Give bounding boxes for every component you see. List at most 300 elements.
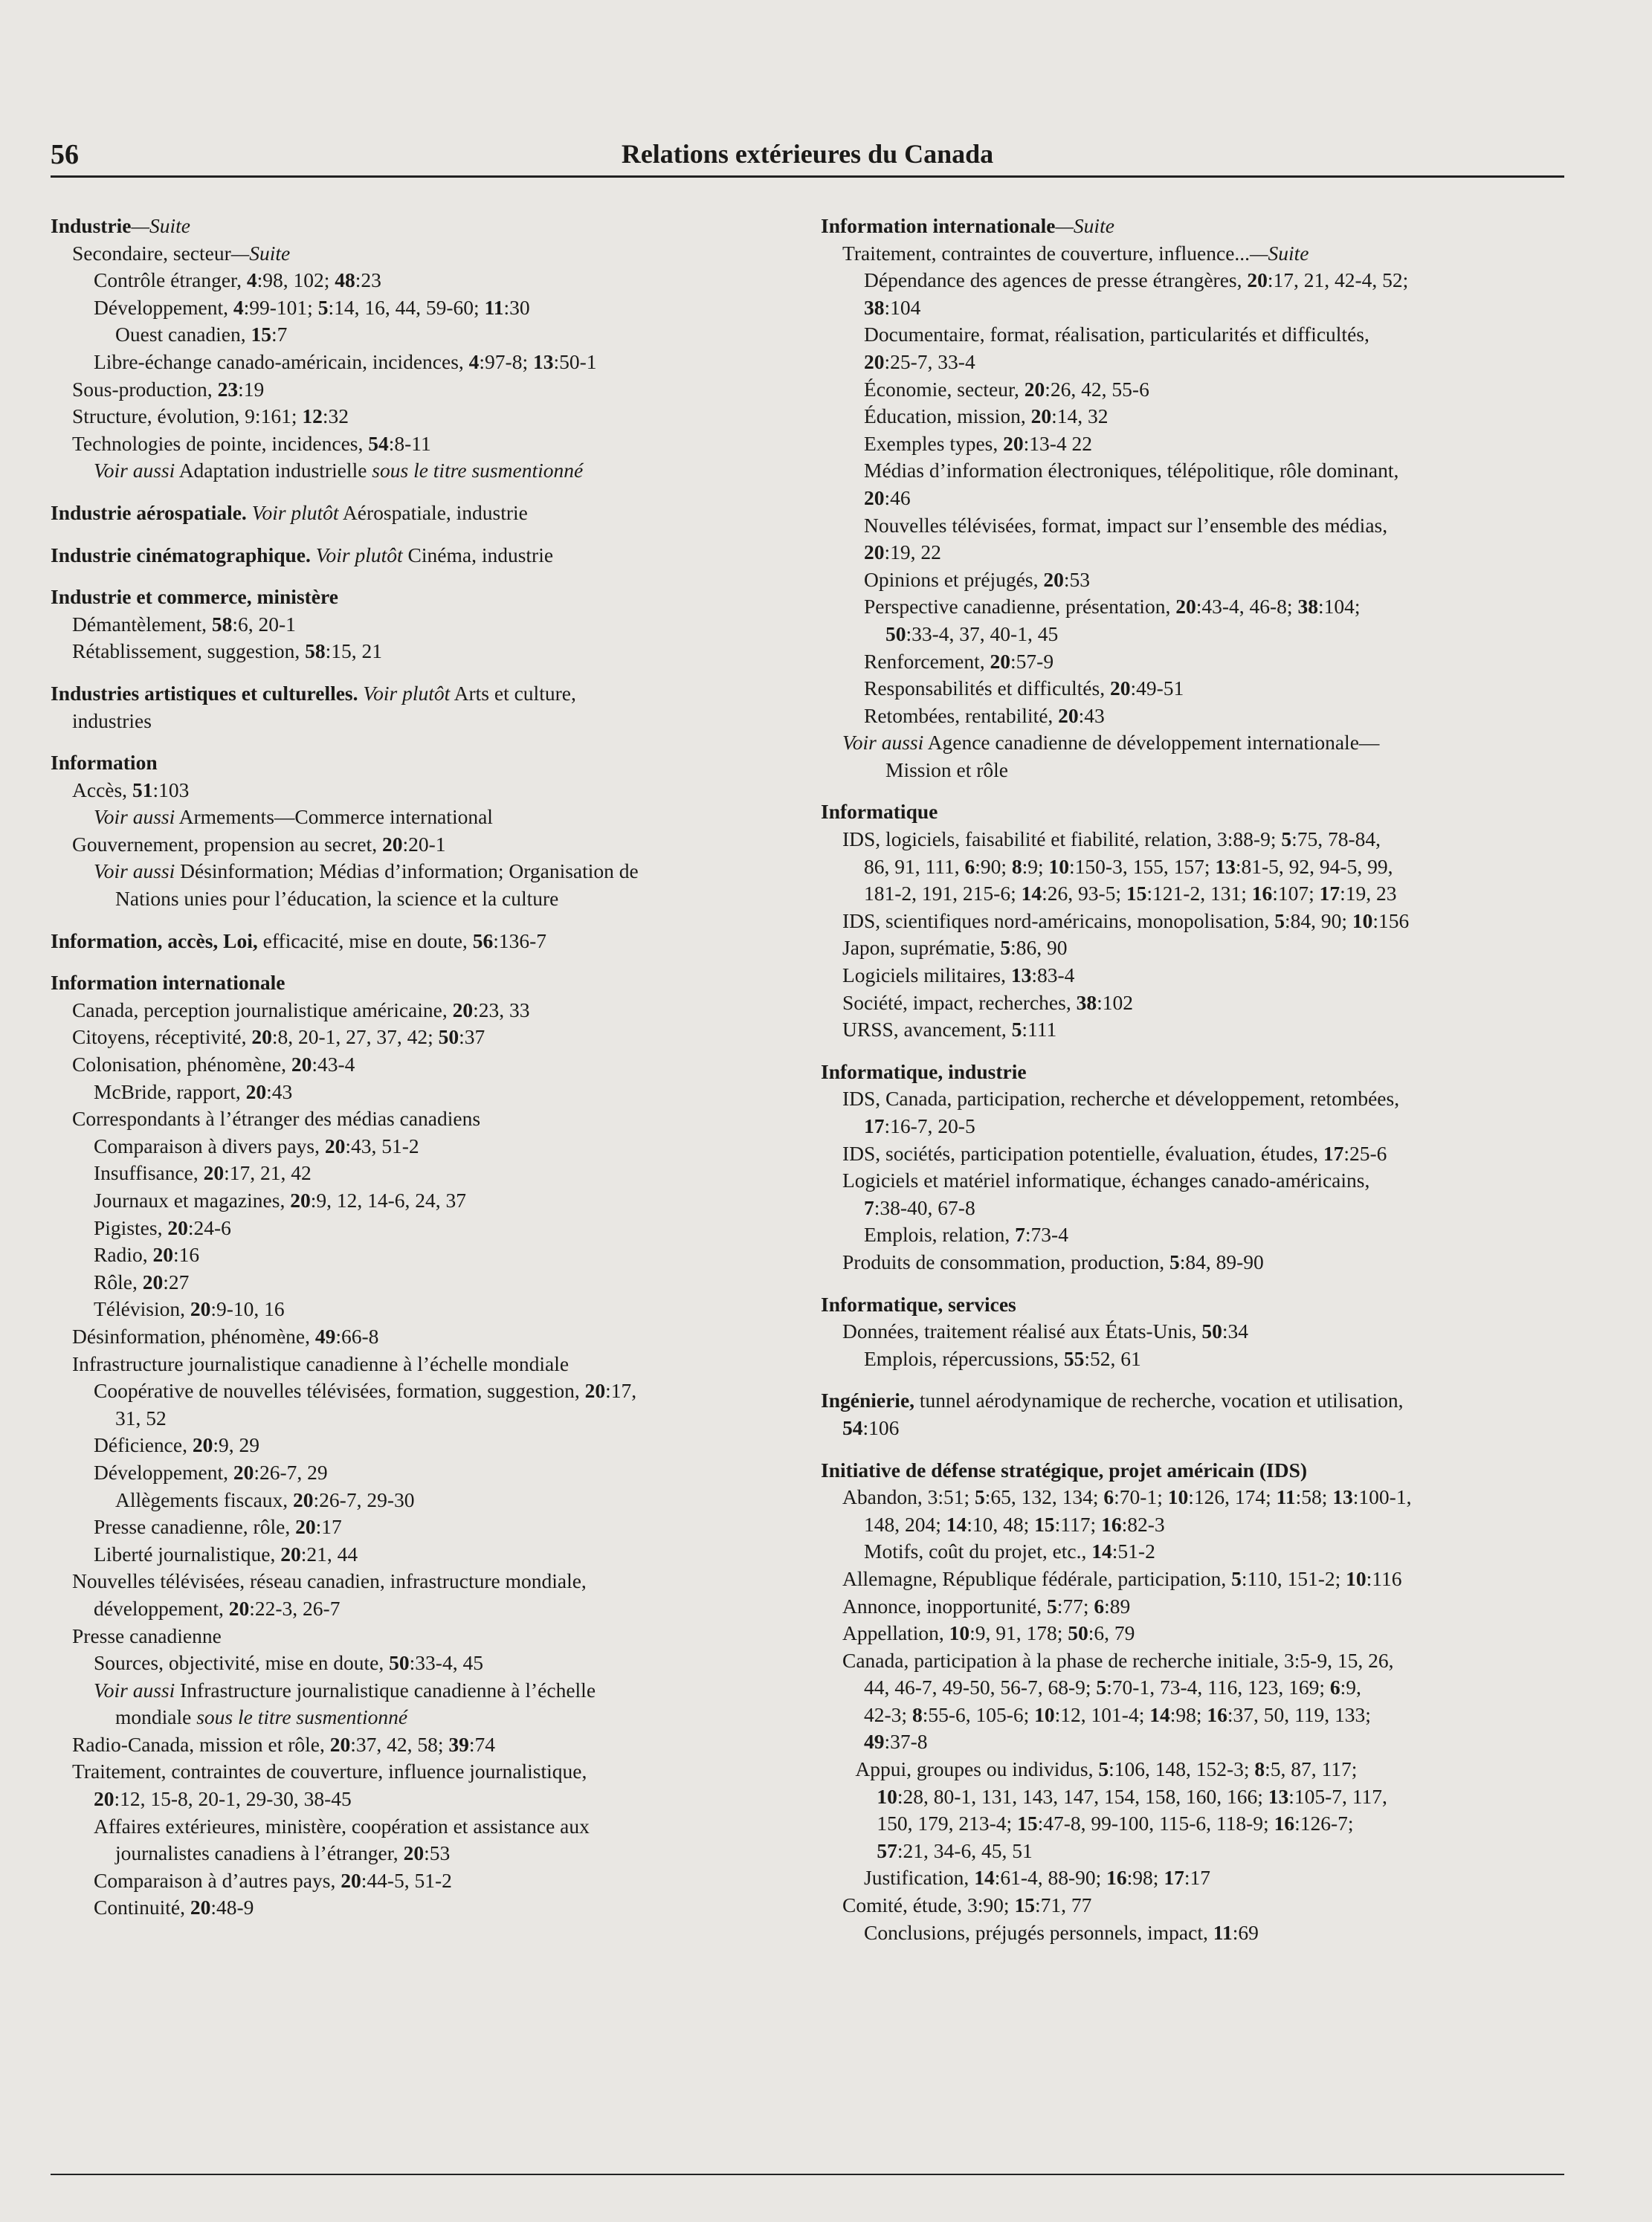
entry-text: Radio-Canada, mission et rôle, — [72, 1732, 330, 1756]
entry-text: Exemples types, — [864, 431, 1004, 455]
index-heading — [51, 542, 794, 569]
index-subentry — [821, 457, 1564, 485]
entry-text: :106 — [862, 1415, 900, 1439]
index-subentry — [821, 1221, 1564, 1249]
index-subentry — [51, 638, 794, 665]
index-subentry — [51, 1296, 794, 1323]
volume-number: 10 — [1352, 908, 1373, 932]
entry-text: :103 — [152, 778, 190, 801]
entry-text: :26-7, 29 — [254, 1460, 328, 1484]
cross-reference: sous le titre susmentionné — [372, 459, 584, 482]
volume-number: 20 — [190, 1297, 211, 1321]
entry-text: Adaptation industrielle — [175, 459, 372, 482]
index-subentry — [51, 1459, 794, 1487]
entry-text: Sources, objectivité, mise en doute, — [94, 1651, 390, 1675]
index-subentry — [51, 1215, 794, 1242]
entry-text: :7 — [271, 323, 288, 346]
entry-text: :14, 32 — [1051, 404, 1109, 428]
index-subentry — [51, 611, 794, 639]
volume-number: 17 — [864, 1114, 885, 1137]
index-subentry — [821, 1892, 1564, 1919]
volume-number: 15 — [1034, 1512, 1055, 1536]
index-subentry — [51, 1840, 794, 1867]
volume-number: 20 — [190, 1896, 211, 1919]
index-subentry — [51, 1351, 794, 1378]
index-subentry — [821, 908, 1564, 935]
index-heading — [51, 584, 794, 611]
entry-text: Radio, — [94, 1243, 153, 1267]
volume-number: 20 — [1030, 404, 1052, 428]
volume-number: 49 — [864, 1730, 885, 1754]
entry-text: :98; — [1126, 1866, 1164, 1890]
index-subentry — [821, 376, 1564, 404]
volume-number: 4 — [468, 349, 480, 373]
cross-reference: —Suite — [1250, 241, 1309, 265]
entry-text: Information internationale — [821, 214, 1056, 237]
entry-text: Éducation, mission, — [864, 404, 1031, 428]
entry-text: :32 — [322, 404, 349, 428]
index-heading — [821, 798, 1564, 826]
cross-reference: Voir aussi — [842, 731, 924, 755]
entry-text: :117; — [1054, 1512, 1102, 1536]
entry-text: :48-9 — [210, 1896, 254, 1919]
entry-text: développement, — [94, 1596, 229, 1620]
entry-text: :23 — [355, 268, 381, 292]
entry-text: :150-3, 155, 157; — [1069, 854, 1216, 878]
volume-number: 20 — [295, 1515, 316, 1539]
entry-text: :20-1 — [402, 832, 446, 856]
index-heading — [51, 928, 794, 955]
entry-text: :5, 87, 117; — [1265, 1757, 1358, 1781]
entry-text: Libre-échange canado-américain, incidences, — [94, 349, 469, 373]
entry-text: IDS, logiciels, faisabilité et fiabilité, relation, 3:88-9; — [842, 827, 1282, 851]
entry-text: IDS, sociétés, participation potentielle, évaluation, études, — [842, 1141, 1323, 1165]
entry-text: :98; — [1169, 1702, 1207, 1726]
entry-text: :13-4 22 — [1023, 431, 1093, 455]
entry-text: Presse canadienne, rôle, — [94, 1515, 296, 1539]
entry-text: :9, 12, 14-6, 24, 37 — [310, 1189, 467, 1212]
volume-number: 7 — [1015, 1223, 1025, 1247]
volume-number: 54 — [842, 1415, 863, 1439]
entry-text: :10, 48; — [967, 1512, 1035, 1536]
volume-number: 48 — [335, 268, 355, 292]
volume-number: 20 — [228, 1596, 250, 1620]
volume-number: 11 — [484, 295, 504, 319]
entry-text: tunnel aérodynamique de recherche, vocation et utilisation, — [919, 1389, 1404, 1412]
volume-number: 10 — [1048, 854, 1070, 878]
index-subentry — [821, 1318, 1564, 1346]
volume-number: 20 — [290, 1189, 311, 1212]
index-subentry — [821, 853, 1564, 881]
index-subentry — [821, 566, 1564, 594]
entry-text: :15, 21 — [325, 639, 383, 663]
entry-text: Technologies de pointe, incidences, — [72, 431, 369, 455]
volume-number: 20 — [329, 1732, 351, 1756]
index-subentry — [51, 1405, 794, 1433]
volume-number: 5 — [1096, 1676, 1107, 1699]
entry-text: Opinions et préjugés, — [864, 567, 1044, 591]
entry-text: efficacité, mise en doute, — [262, 928, 473, 952]
entry-text: Industrie cinématographique. — [51, 543, 316, 566]
index-subentry — [51, 1432, 794, 1459]
volume-number: 20 — [233, 1460, 254, 1484]
volume-number: 17 — [1319, 882, 1340, 905]
index-subentry — [51, 777, 794, 804]
entry-text: :53 — [424, 1841, 451, 1865]
entry-text: Arts et culture, — [450, 681, 576, 705]
entry-text: Continuité, — [94, 1896, 190, 1919]
volume-number: 50 — [1068, 1621, 1088, 1645]
index-subentry — [821, 1167, 1564, 1195]
volume-number: 13 — [1215, 854, 1236, 878]
volume-number: 20 — [864, 349, 885, 373]
volume-number: 10 — [949, 1621, 970, 1645]
entry-text: industries — [72, 708, 152, 732]
index-subentry — [51, 349, 794, 376]
volume-number: 15 — [1014, 1893, 1035, 1917]
entry-text: :19, 22 — [884, 540, 941, 564]
index-subentry — [821, 593, 1564, 621]
volume-number: 5 — [1011, 1018, 1022, 1041]
index-subentry — [51, 1487, 794, 1514]
index-subentry — [821, 934, 1564, 962]
volume-number: 50 — [1201, 1320, 1222, 1343]
entry-text: Industrie et commerce, ministère — [51, 585, 338, 609]
volume-number: 23 — [217, 377, 239, 401]
index-heading — [51, 213, 794, 240]
index-subentry — [51, 1514, 794, 1541]
entry-text: Désinformation; Médias d’information; Organisation de — [175, 859, 639, 883]
index-subentry — [821, 240, 1564, 268]
entry-text: Industrie — [51, 214, 132, 237]
volume-number: 54 — [368, 431, 389, 455]
entry-text: Traitement, contraintes de couverture, influence journalistique, — [72, 1760, 587, 1783]
entry-text: Conclusions, préjugés personnels, impact, — [864, 1920, 1213, 1944]
entry-text: Développement, — [94, 1460, 233, 1484]
index-subentry — [51, 997, 794, 1024]
volume-number: 15 — [251, 323, 271, 346]
index-subentry — [821, 1195, 1564, 1222]
entry-text: Informatique, industrie — [821, 1059, 1027, 1083]
entry-text: Emplois, répercussions, — [864, 1346, 1064, 1370]
entry-text: Structure, évolution, 9:161; — [72, 404, 303, 428]
entry-text: Démantèlement, — [72, 612, 212, 636]
entry-text: Affaires extérieures, ministère, coopération et assistance aux — [94, 1814, 590, 1838]
entry-text: Information internationale — [51, 971, 285, 995]
index-subentry — [821, 1702, 1564, 1729]
entry-text: :57-9 — [1010, 649, 1054, 673]
index-subentry — [51, 430, 794, 458]
index-subentry — [821, 1085, 1564, 1113]
volume-number: 39 — [448, 1732, 469, 1756]
footer-rule — [51, 2174, 1564, 2175]
volume-number: 58 — [211, 612, 233, 636]
volume-number: 50 — [438, 1025, 459, 1049]
entry-text: :6, 79 — [1088, 1621, 1135, 1645]
entry-text: :53 — [1063, 567, 1090, 591]
entry-text: McBride, rapport, — [94, 1079, 246, 1103]
cross-reference: Voir plutôt — [315, 543, 403, 566]
entry-text: Agence canadienne de développement internationale— — [923, 731, 1380, 755]
entry-text: Appui, groupes ou individus, — [855, 1757, 1099, 1781]
entry-text: :37, 42, 58; — [350, 1732, 449, 1756]
entry-spacer — [51, 955, 794, 969]
index-subentry — [51, 1269, 794, 1296]
volume-number: 20 — [452, 998, 474, 1021]
volume-number: 16 — [1207, 1702, 1227, 1726]
entry-text: Pigistes, — [94, 1215, 168, 1239]
cross-reference: Voir aussi — [94, 859, 175, 883]
cross-reference: —Suite — [131, 214, 190, 237]
index-subentry — [821, 485, 1564, 512]
entry-text: :26, 42, 55-6 — [1045, 377, 1149, 401]
running-title: Relations extérieures du Canada — [621, 139, 994, 169]
cross-reference: Voir aussi — [94, 805, 175, 829]
index-heading — [821, 1457, 1564, 1485]
index-subentry — [821, 512, 1564, 540]
entry-text: :52, 61 — [1084, 1346, 1141, 1370]
volume-number: 11 — [1276, 1485, 1296, 1509]
volume-number: 20 — [280, 1542, 301, 1566]
index-subentry — [821, 1566, 1564, 1593]
entry-text: :66-8 — [335, 1324, 379, 1348]
volume-number: 55 — [1063, 1346, 1085, 1370]
index-heading — [821, 213, 1564, 240]
volume-number: 10 — [1346, 1566, 1367, 1590]
entry-text: :24-6 — [187, 1215, 231, 1239]
entry-text: :17, — [605, 1379, 637, 1403]
entry-text: Information, accès, Loi, — [51, 928, 263, 952]
entry-text: Annonce, inopportunité, — [842, 1594, 1047, 1618]
entry-text: Développement, — [94, 295, 233, 319]
entry-text: Aérospatiale, industrie — [338, 500, 528, 524]
volume-number: 5 — [317, 295, 329, 319]
index-subentry — [821, 675, 1564, 703]
volume-number: 20 — [1058, 703, 1079, 727]
volume-number: 14 — [1091, 1540, 1112, 1563]
entry-text: :23, 33 — [473, 998, 530, 1021]
entry-text: Information — [51, 751, 158, 775]
index-subentry — [821, 1249, 1564, 1276]
index-subentry — [821, 321, 1564, 349]
entry-text: :43 — [1078, 703, 1105, 727]
volume-number: 51 — [132, 778, 153, 801]
index-subentry — [821, 757, 1564, 784]
entry-text: :19 — [238, 377, 265, 401]
volume-number: 12 — [302, 404, 323, 428]
index-subentry — [51, 457, 794, 485]
index-subentry — [821, 1838, 1564, 1865]
index-subentry — [821, 648, 1564, 676]
entry-text: :37, 50, 119, 133; — [1227, 1702, 1371, 1726]
volume-number: 56 — [472, 928, 494, 952]
volume-number: 38 — [1297, 595, 1318, 619]
volume-number: 20 — [291, 1053, 312, 1076]
volume-number: 17 — [1323, 1141, 1344, 1165]
entry-text: Logiciels militaires, — [842, 963, 1011, 987]
entry-text: Données, traitement réalisé aux États-Unis, — [842, 1320, 1202, 1343]
entry-text: :12, 101-4; — [1054, 1702, 1150, 1726]
index-subentry — [821, 1919, 1564, 1947]
index-subentry — [821, 1674, 1564, 1702]
index-subentry — [51, 1677, 794, 1705]
volume-number: 5 — [1046, 1594, 1057, 1618]
volume-number: 17 — [1164, 1866, 1184, 1890]
index-subentry — [51, 1731, 794, 1759]
index-subentry — [51, 1051, 794, 1079]
entry-text: :73-4 — [1025, 1223, 1068, 1247]
entry-text: Retombées, rentabilité, — [864, 703, 1059, 727]
entry-text: :25-6 — [1343, 1141, 1387, 1165]
entry-text: Initiative de défense stratégique, projet américain (IDS) — [821, 1458, 1308, 1482]
entry-text: :75, 78-84, — [1291, 827, 1381, 851]
entry-text: :8-11 — [388, 431, 431, 455]
entry-text: Contrôle étranger, — [94, 268, 247, 292]
entry-text: :90; — [975, 854, 1012, 878]
volume-number: 49 — [314, 1324, 336, 1348]
volume-number: 5 — [1231, 1566, 1242, 1590]
entry-text: :71, 77 — [1034, 1893, 1092, 1917]
index-subentry — [821, 1484, 1564, 1511]
index-subentry — [821, 1511, 1564, 1539]
volume-number: 15 — [1017, 1812, 1038, 1835]
entry-spacer — [821, 1442, 1564, 1457]
entry-text: IDS, Canada, participation, recherche et développement, retombées, — [842, 1087, 1400, 1111]
index-heading — [51, 500, 794, 527]
entry-text: Dépendance des agences de presse étrangères, — [864, 268, 1248, 292]
volume-number: 38 — [864, 295, 885, 319]
entry-text: Coopérative de nouvelles télévisées, formation, suggestion, — [94, 1379, 585, 1403]
entry-text: :106, 148, 152-3; — [1109, 1757, 1255, 1781]
entry-text: journalistes canadiens à l’étranger, — [115, 1841, 404, 1865]
index-subentry — [51, 858, 794, 885]
entry-text: :49-51 — [1130, 676, 1184, 700]
entry-text: :46 — [884, 485, 911, 509]
entry-text: Traitement, contraintes de couverture, influence... — [842, 241, 1251, 265]
entry-text: :51-2 — [1111, 1540, 1155, 1563]
entry-text: :50-1 — [553, 349, 597, 373]
index-subentry — [51, 1133, 794, 1160]
entry-text: :110, 151-2; — [1241, 1566, 1346, 1590]
volume-number: 11 — [1213, 1920, 1233, 1944]
volume-number: 13 — [532, 349, 554, 373]
entry-text: :44-5, 51-2 — [361, 1868, 452, 1892]
entry-text: :6, 20-1 — [232, 612, 296, 636]
entry-text: mondiale — [115, 1705, 197, 1729]
volume-number: 7 — [864, 1195, 874, 1219]
index-subentry — [51, 804, 794, 831]
volume-number: 20 — [324, 1134, 346, 1157]
entry-spacer — [821, 784, 1564, 798]
volume-number: 20 — [245, 1079, 267, 1103]
entry-text: Industries artistiques et culturelles. — [51, 681, 364, 705]
volume-number: 13 — [1010, 963, 1032, 987]
index-subentry — [51, 321, 794, 349]
entry-text: Citoyens, réceptivité, — [72, 1025, 252, 1049]
entry-text: 181-2, 191, 215-6; — [864, 882, 1022, 905]
volume-number: 13 — [1332, 1485, 1353, 1509]
volume-number: 20 — [1247, 268, 1268, 292]
entry-text: Informatique — [821, 800, 938, 824]
volume-number: 15 — [1126, 882, 1147, 905]
entry-text: Rétablissement, suggestion, — [72, 639, 306, 663]
index-subentry — [51, 267, 794, 294]
entry-text: Infrastructure journalistique canadienne à l’échelle mondiale — [72, 1351, 570, 1375]
entry-text: :9-10, 16 — [210, 1297, 285, 1321]
entry-text: :33-4, 37, 40-1, 45 — [906, 621, 1059, 645]
entry-text: :70-1; — [1114, 1485, 1168, 1509]
entry-text: :43-4 — [312, 1053, 355, 1076]
volume-number: 6 — [1094, 1594, 1105, 1618]
entry-text: :84, 89-90 — [1179, 1250, 1264, 1273]
index-subentry — [51, 1024, 794, 1051]
entry-text: Accès, — [72, 778, 132, 801]
index-subentry — [821, 880, 1564, 908]
entry-spacer — [821, 1372, 1564, 1387]
entry-text: Télévision, — [94, 1297, 190, 1321]
entry-text: :33-4, 45 — [409, 1651, 483, 1675]
entry-text: :70-1, 73-4, 116, 123, 169; — [1106, 1676, 1330, 1699]
entry-text: Médias d’information électroniques, télépolitique, rôle dominant, — [864, 459, 1399, 482]
index-subentry — [51, 376, 794, 404]
volume-number: 20 — [1175, 595, 1196, 619]
cross-reference: —Suite — [230, 241, 291, 265]
entry-text: :102 — [1097, 990, 1133, 1014]
entry-text: Industrie aérospatiale. — [51, 500, 252, 524]
entry-text: Comparaison à d’autres pays, — [94, 1868, 341, 1892]
entry-spacer — [821, 1276, 1564, 1291]
index-subentry — [821, 826, 1564, 853]
index-subentry — [51, 240, 794, 268]
entry-spacer — [51, 485, 794, 500]
entry-text: :8, 20-1, 27, 37, 42; — [271, 1025, 439, 1049]
entry-text: :14, 16, 44, 59-60; — [328, 295, 485, 319]
header-rule — [51, 175, 1564, 178]
entry-text: :61-4, 88-90; — [994, 1866, 1107, 1890]
entry-text: :30 — [503, 295, 530, 319]
entry-text: Canada, participation à la phase de recherche initiale, 3:5-9, 15, 26, — [842, 1648, 1394, 1672]
index-subentry — [821, 1647, 1564, 1675]
index-subentry — [821, 703, 1564, 730]
index-subentry — [51, 1704, 794, 1731]
index-subentry — [51, 1541, 794, 1569]
entry-text: Colonisation, phénomène, — [72, 1053, 291, 1076]
entry-text: :89 — [1104, 1594, 1131, 1618]
entry-text: :12, 15-8, 20-1, 29-30, 38-45 — [114, 1787, 352, 1811]
index-subentry — [821, 1113, 1564, 1140]
volume-number: 58 — [305, 639, 326, 663]
entry-text: :82-3 — [1121, 1512, 1165, 1536]
index-heading — [51, 969, 794, 997]
entry-text: Documentaire, format, réalisation, particularités et difficultés, — [864, 323, 1369, 346]
entry-text: :16 — [172, 1243, 200, 1267]
entry-spacer — [51, 665, 794, 680]
index-subentry — [821, 403, 1564, 430]
page-header — [51, 138, 1564, 177]
index-subentry — [821, 1016, 1564, 1044]
volume-number: 5 — [1169, 1250, 1180, 1273]
entry-text: :17 — [1184, 1866, 1210, 1890]
volume-number: 6 — [1103, 1485, 1114, 1509]
entry-text: Infrastructure journalistique canadienne à l’échelle — [175, 1678, 596, 1702]
volume-number: 5 — [1098, 1757, 1109, 1781]
index-subentry — [51, 831, 794, 859]
entry-text: :17, 21, 42-4, 52; — [1267, 268, 1409, 292]
volume-number: 8 — [1254, 1757, 1265, 1781]
index-subentry — [51, 1867, 794, 1895]
index-subentry — [821, 962, 1564, 989]
cross-reference: —Suite — [1055, 214, 1114, 237]
